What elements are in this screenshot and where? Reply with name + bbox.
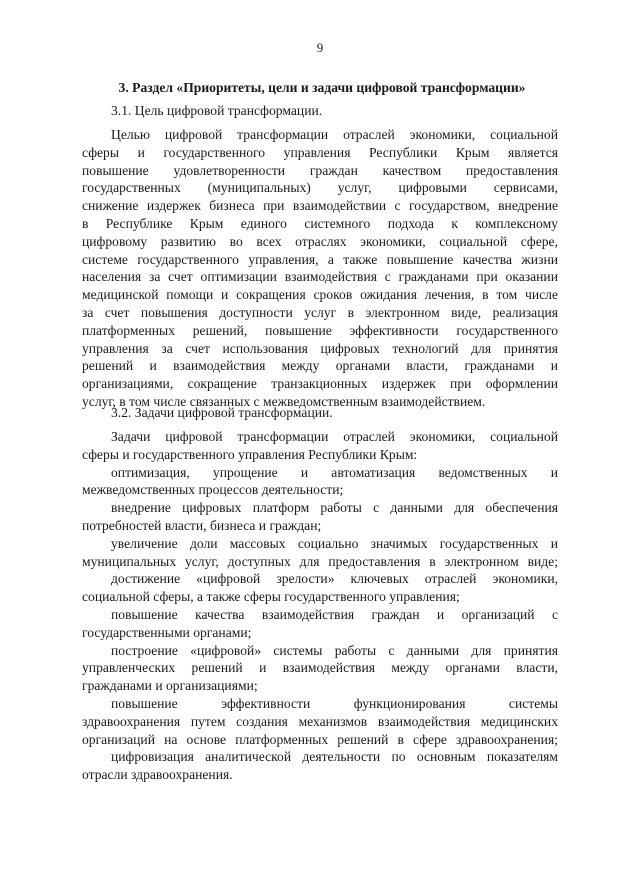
text-line: достижение «цифровой зрелости» ключевых отраслей экономики, xyxy=(111,571,558,587)
text-line: медицинской помощи и сокращения сроков ожидания лечения, в том числе xyxy=(82,287,558,303)
text-line: здравоохранения путем создания механизмов взаимодействия медицинских xyxy=(82,713,558,729)
text-line: повышение качества взаимодействия граждан и организаций с xyxy=(111,606,558,622)
text-line: цифровизация аналитической деятельности по основным показателям xyxy=(111,749,558,765)
text-line: сферы и государственного управления Республики Крым является xyxy=(82,144,558,160)
text-line: гражданами и организациями; xyxy=(82,678,258,694)
text-line: внедрение цифровых платформ работы с данными для обеспечения xyxy=(111,500,558,516)
text-line: цифровому развитию во всех отраслях экономики, социальной сфере, xyxy=(82,233,558,249)
text-line: повышение эффективности функционирования системы xyxy=(111,695,558,711)
text-line: услуг, в том числе связанных с межведомственным взаимодействием. xyxy=(82,393,486,409)
text-line: повышение удовлетворенности граждан качеством предоставления xyxy=(82,162,558,178)
text-line: межведомственных процессов деятельности; xyxy=(82,482,344,498)
text-line: организациями, сокращение транзакционных издержек при оформлении xyxy=(82,376,558,392)
text-line: управления за счет использования цифровых технологий для принятия xyxy=(82,340,558,356)
text-line: решений и взаимодействия между органами власти, гражданами и xyxy=(82,358,558,374)
text-line: системе государственного управления, а также повышение качества жизни xyxy=(82,251,558,267)
text-line: государственных (муниципальных) услуг, цифровыми сервисами, xyxy=(82,180,558,196)
text-line: потребностей власти, бизнеса и граждан; xyxy=(82,517,322,533)
text-line: платформенных решений, повышение эффективности государственного xyxy=(82,322,558,338)
text-line: за счет повышения доступности услуг в электронном виде, реализация xyxy=(82,304,558,320)
text-line: Задачи цифровой трансформации отраслей экономики, социальной xyxy=(111,429,558,444)
text-line: социальной сферы, а также сферы государственного управления; xyxy=(82,589,460,605)
text-line: сферы и государственного управления Республики Крым: xyxy=(82,446,418,462)
text-line: управленческих решений и взаимодействия между органами власти, xyxy=(82,660,558,676)
text-line: муниципальных услуг, доступных для предоставления в электронном виде; xyxy=(82,553,558,569)
text-line: государственными органами; xyxy=(82,624,252,640)
text-line: населения за счет оптимизации взаимодействия с гражданами при оказании xyxy=(82,269,558,285)
page-number: 9 xyxy=(316,40,324,55)
text-line: снижение издержек бизнеса при взаимодействии с государством, внедрение xyxy=(82,198,558,214)
subsection-2-title: 3.2. Задачи цифровой трансформации. xyxy=(111,405,333,420)
text-line: в Республике Крым единого системного подхода к комплексному xyxy=(82,215,558,231)
text-line: отрасли здравоохранения. xyxy=(82,767,233,783)
subsection-1-title: 3.1. Цель цифровой трансформации. xyxy=(111,103,323,118)
section-heading: 3. Раздел «Приоритеты, цели и задачи цифровой трансформации» xyxy=(118,80,526,95)
text-line: оптимизация, упрощение и автоматизация ведомственных и xyxy=(111,464,558,480)
text-line: организаций на основе платформенных решений в сфере здравоохранения; xyxy=(82,731,558,747)
tasks-paragraph xyxy=(82,428,558,784)
goal-paragraph xyxy=(82,126,558,411)
text-line: построение «цифровой» системы работы с данными для принятия xyxy=(111,642,558,658)
text-line: увеличение доли массовых социально значимых государственных и xyxy=(111,535,558,551)
text-line: Целью цифровой трансформации отраслей экономики, социальной xyxy=(111,127,558,142)
